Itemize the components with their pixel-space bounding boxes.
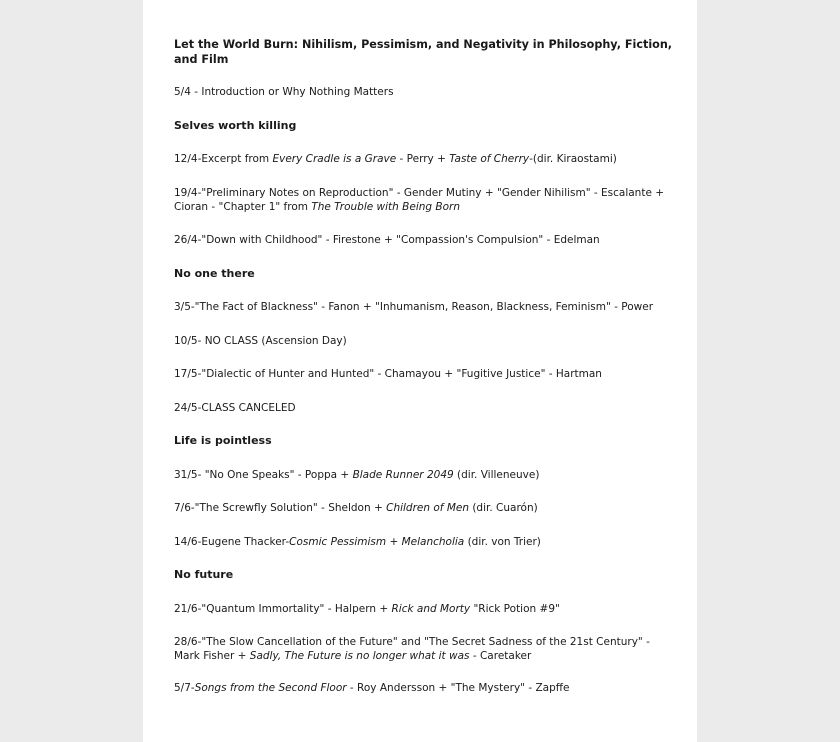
entry-text: 5/7- [174,682,195,694]
syllabus-content [174,38,674,715]
schedule-entry [174,635,674,663]
entry-text: 3/5-"The Fact of Blackness" - Fanon + "Inhumanism, Reason, Blackness, Feminism" - Power [174,301,654,313]
entry-text: Rick Potion #9" [478,602,560,615]
schedule-entry [174,300,674,314]
entry-text: 10/5- NO CLASS (Ascension Day) [174,334,347,347]
document-title: Let the World Burn: Nihilism, Pessimism, and Negativity in Philosophy, Fiction, and Film [174,38,673,66]
schedule-entry [174,602,674,616]
entry-text: + [386,535,402,548]
schedule-entry [174,186,674,214]
entry-text: 19/4-"Preliminary Notes on Reproduction" - Gender Mutiny + "Gender Nihilism" - Escalante + Cioran - "Chapter 1" from [174,186,665,213]
work-title: Children of Men [386,502,469,514]
entry-text: 21/6-"Quantum Immortality" - Halpern + [174,602,392,615]
work-title: Rick and Morty " [391,602,479,615]
schedule-entry [174,535,674,549]
entry-text: -(dir. Kiraostami) [529,153,617,165]
schedule-entry [174,501,674,515]
entry-text: 5/4 - Introduction or Why Nothing Matters [174,86,394,98]
schedule-entry [174,681,674,695]
work-title: Every Cradle is a Grave [272,153,397,165]
work-title: Taste of Cherry [449,153,530,165]
entry-text: - Caretaker [469,650,532,662]
section-heading: Selves worth killing [174,118,297,132]
entry-text: (dir. von Trier) [464,535,541,548]
work-title: Songs from the Second Floor [194,682,347,694]
entry-text: 28/6-"The Slow Cancellation of the Future" and "The Secret Sadness of the 21st Century" - Mark Fisher + [174,636,650,662]
entry-text: 17/5-"Dialectic of Hunter and Hunted" - Chamayou + "Fugitive Justice" - Hartman [174,368,602,380]
section-heading: Life is pointless [174,434,272,447]
entry-text: 7/6-"The Screwfly Solution" - Sheldon + [174,502,387,514]
work-title: Blade Runner 2049 [352,468,454,481]
work-title: Sadly, The Future is no longer what it was [249,650,470,662]
entry-text: 31/5- "No One Speaks" - Poppa + [174,468,353,481]
schedule-entry [174,233,674,247]
entry-text: - Roy Andersson + "The Mystery" - Zapffe [346,682,570,694]
entry-text: (dir. Villeneuve) [453,468,540,481]
schedule-entry [174,85,674,99]
entry-text: 12/4-Excerpt from [174,153,273,165]
section-heading: No one there [174,266,255,280]
schedule-entry [174,468,674,482]
schedule-entry [174,334,674,348]
document-page [143,0,697,742]
entry-text: - Perry + [396,153,450,165]
work-title: Cosmic Pessimism [289,535,387,548]
entry-text: 14/6-Eugene Thacker- [174,535,290,548]
entry-text: 26/4-"Down with Childhood" - Firestone + "Compassion's Compulsion" - Edelman [174,234,600,246]
work-title: Melancholia [401,535,465,548]
work-title: The Trouble with Being Born [311,200,461,213]
schedule-entry [174,367,674,381]
entry-text: (dir. Cuarón) [469,502,538,514]
schedule-entry [174,152,674,166]
schedule-entry [174,401,674,415]
entry-text: 24/5-CLASS CANCELED [174,401,296,414]
section-heading: No future [174,568,234,581]
